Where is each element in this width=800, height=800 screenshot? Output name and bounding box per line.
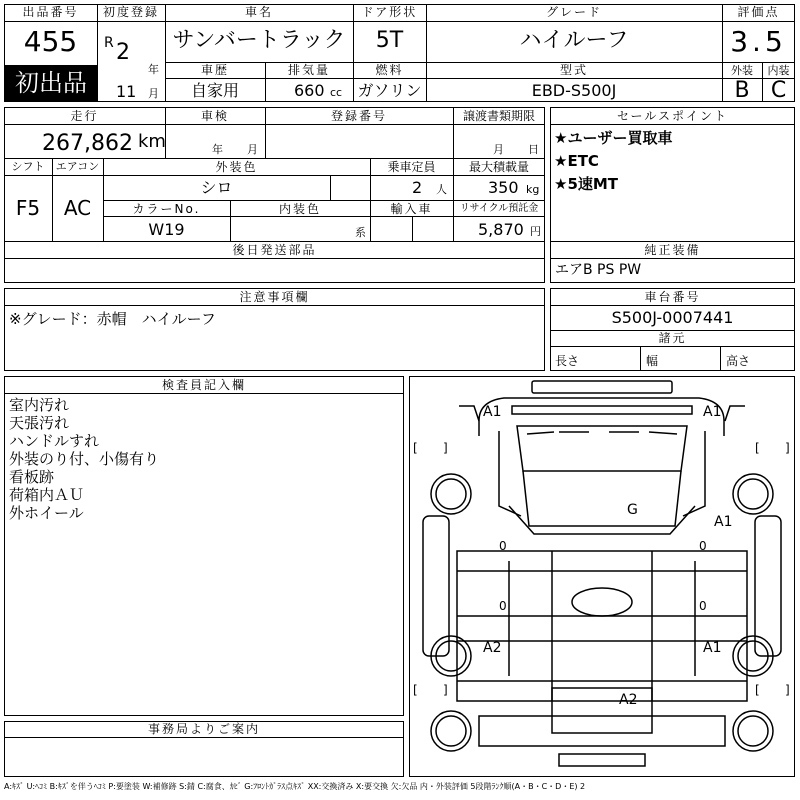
- displacement-unit: cc: [330, 86, 343, 99]
- seats-label: 乗車定員: [387, 160, 436, 174]
- bracket-open: [: [413, 441, 418, 455]
- bracket-open: [: [755, 683, 760, 697]
- ext-score-label: 外装: [731, 64, 753, 77]
- max-load-unit: kg: [526, 183, 540, 196]
- vehicle-diagram: [409, 376, 795, 777]
- ext-color-value: シロ: [200, 178, 233, 197]
- inspection-year-unit: 年: [212, 143, 223, 156]
- mark-glass: G: [627, 502, 638, 518]
- bracket-close: ]: [785, 683, 790, 697]
- bracket-close: ]: [443, 441, 448, 455]
- mileage-value: 267,862: [42, 131, 133, 156]
- int-color-label: 内装色: [278, 202, 321, 216]
- first-reg-month: 11: [116, 82, 137, 101]
- car-name: サンバートラック: [172, 28, 346, 53]
- doc-deadline-month-unit: 月: [493, 143, 504, 156]
- lot-label: 出品番号: [22, 5, 79, 19]
- chassis-value: S500J-0007441: [611, 308, 734, 327]
- later-parts-label: 後日発送部品: [232, 243, 317, 257]
- first-reg-era: R: [104, 35, 114, 51]
- grade-value: ハイルーフ: [519, 28, 629, 53]
- ext-color-label: 外装色: [215, 160, 258, 174]
- mark-left-rear: A2: [483, 640, 502, 656]
- genuine-label: 純正装備: [644, 243, 701, 257]
- first-reg-label: 初度登録: [102, 5, 159, 19]
- first-listing-badge: 初出品: [15, 69, 87, 97]
- recycle-label: リサイクル預託金: [459, 203, 539, 214]
- int-color-unit: 系: [355, 226, 366, 239]
- legend-text: A:ｷｽﾞ U:ﾍｺﾐ B:ｷｽﾞを伴うﾍｺﾐ P:要塗装 W:補修跡 S:錆 C:腐食、ｶﾋﾞ G:ﾌﾛﾝﾄｶﾞﾗｽ点ｷｽﾞ XX:交換済み X:要交換 欠:欠品 内・外装評価 5段階ﾗﾝｸ順(A・B・C・D・E) 2: [4, 782, 586, 791]
- caution-label: 注意事項欄: [239, 290, 310, 304]
- ext-score: B: [734, 78, 750, 103]
- caution-value: ※グレード：赤帽 ハイルーフ: [9, 310, 216, 328]
- mileage-unit: km: [138, 131, 166, 152]
- model-label: 型式: [559, 63, 588, 77]
- dims-length: 長さ: [555, 354, 580, 368]
- inspection-month-unit: 月: [247, 143, 258, 156]
- dims-height: 高さ: [726, 354, 751, 368]
- sales-point-3: ★5速MT: [554, 175, 619, 193]
- door-type: 5T: [375, 28, 404, 53]
- doc-deadline-day-unit: 日: [528, 143, 539, 156]
- bracket-close: ]: [785, 441, 790, 455]
- seats-unit: 人: [436, 183, 447, 196]
- score-label: 評価点: [737, 5, 780, 19]
- zero-mark: 0: [499, 539, 507, 553]
- chassis-label: 車台番号: [644, 290, 701, 304]
- mark-front-left: A1: [483, 404, 502, 420]
- score-value: 3.5: [730, 25, 787, 58]
- fuel-label: 燃料: [375, 63, 404, 77]
- door-label: ドア形状: [361, 5, 418, 19]
- inspector-note: 外装のり付、小傷有り: [9, 450, 160, 468]
- shift-label: シフト: [11, 160, 45, 173]
- mark-right-rear: A1: [703, 640, 722, 656]
- bracket-close: ]: [443, 683, 448, 697]
- zero-mark: 0: [499, 599, 507, 613]
- import-label: 輸入車: [390, 202, 433, 216]
- zero-mark: 0: [699, 539, 707, 553]
- inspector-label: 検査員記入欄: [161, 378, 246, 392]
- recycle-value: 5,870: [478, 220, 524, 239]
- mark-rear: A2: [619, 692, 638, 708]
- inspector-note: 看板跡: [9, 468, 55, 486]
- recycle-unit: 円: [530, 225, 541, 238]
- inspector-note: 室内汚れ: [9, 396, 70, 414]
- color-no-value: W19: [148, 220, 185, 239]
- inspector-note: 天張汚れ: [9, 414, 70, 432]
- doc-deadline-label: 譲渡書類期限: [462, 109, 535, 123]
- dims-width: 幅: [646, 354, 659, 368]
- displacement-value: 660: [294, 81, 325, 100]
- max-load-value: 350: [488, 178, 519, 197]
- first-reg-year-unit: 年: [148, 63, 159, 76]
- inspector-note: 荷箱内ＡＵ: [9, 486, 85, 504]
- int-score: C: [770, 78, 787, 103]
- seats-value: 2: [412, 178, 423, 197]
- first-reg-month-unit: 月: [148, 87, 159, 100]
- ac-value: AC: [63, 196, 92, 220]
- inspector-note: 外ホイール: [9, 504, 84, 522]
- bracket-open: [: [755, 441, 760, 455]
- sales-point-1: ★ユーザー買取車: [554, 129, 673, 147]
- ac-label: エアコン: [55, 160, 100, 173]
- displacement-label: 排気量: [287, 63, 330, 77]
- inspector-note: ハンドルすれ: [9, 432, 100, 450]
- dims-label: 諸元: [658, 331, 687, 345]
- first-reg-year: 2: [116, 40, 130, 65]
- shift-value: F5: [15, 196, 41, 220]
- color-no-label: カラーNo.: [132, 202, 201, 216]
- history-label: 車歴: [200, 63, 229, 77]
- sales-points-label: セールスポイント: [617, 109, 728, 123]
- grade-label: グレード: [545, 5, 602, 19]
- int-score-label: 内装: [767, 64, 790, 77]
- car-name-label: 車名: [244, 5, 273, 19]
- lot-number: 455: [23, 25, 78, 58]
- mileage-label: 走行: [70, 109, 99, 123]
- office-label: 事務局よりご案内: [147, 722, 260, 736]
- model-value: EBD-S500J: [531, 81, 617, 100]
- inspection-label: 車検: [200, 109, 229, 123]
- genuine-value: エアB PS PW: [555, 262, 642, 278]
- fuel-value: ガソリン: [357, 81, 422, 100]
- zero-mark: 0: [699, 599, 707, 613]
- max-load-label: 最大積載量: [468, 160, 529, 174]
- bracket-open: [: [413, 683, 418, 697]
- mark-front-right: A1: [703, 404, 722, 420]
- history-value: 自家用: [190, 81, 239, 100]
- reg-no-label: 登録番号: [330, 109, 387, 123]
- mark-right-mid: A1: [714, 514, 733, 530]
- sales-point-2: ★ETC: [554, 152, 599, 170]
